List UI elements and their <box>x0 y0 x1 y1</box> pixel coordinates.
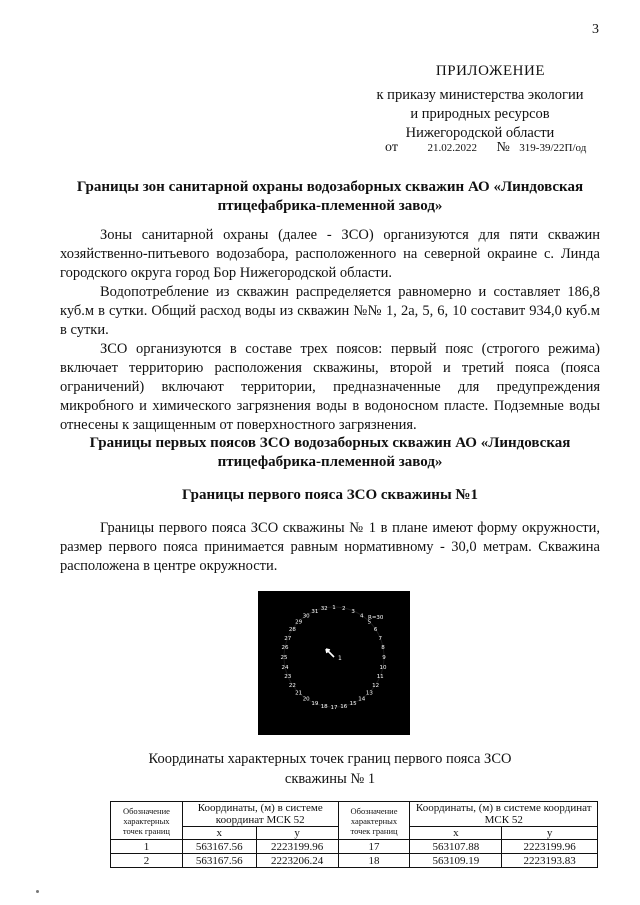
header-coords: Координаты, (м) в системе координат МСК 52 <box>182 802 338 827</box>
well-center-label: 1 <box>338 655 342 662</box>
intro-text <box>60 226 600 435</box>
main-heading-line: птицефабрика-племенной завод» <box>217 198 443 214</box>
table-cell: 17 <box>338 840 410 854</box>
main-heading <box>60 178 600 216</box>
first-belts-heading-line: Границы первых поясов ЗСО водозаборных скважин АО «Линдовская <box>89 435 571 451</box>
table-row <box>111 854 598 868</box>
scan-mark <box>36 890 39 893</box>
table-caption <box>120 749 540 789</box>
from-label: от <box>385 140 398 155</box>
paragraph: ЗСО организуются в составе трех поясов: первый пояс (строгого режима) включает территорию расположения скважины, второй и третий пояса (пояса ограничений) включают территории, предназначенные для предупреждения микробного и химического загрязнения воды в водоносном пласте. Подземные воды отнесены к защищенным от поверхностного загрязнения. <box>60 341 600 433</box>
table-cell: 563167.56 <box>182 854 256 868</box>
boundary-point-label: 9 <box>382 655 386 661</box>
header-y: у <box>502 827 598 840</box>
boundary-point-label: 31 <box>311 608 319 615</box>
header-point: Обозначение характерных точек границ <box>338 802 410 840</box>
boundary-point-label: 5 <box>367 619 372 626</box>
boundary-point-label: 21 <box>295 690 303 697</box>
paragraph: Водопотребление из скважин распределяется равномерно и составляет 186,8 куб.м в сутки. Общий расход воды из скважин №№ 1, 2а, 5, 6, 10 составит 934,0 куб.м в сутки. <box>60 284 600 338</box>
main-heading-line: Границы зон санитарной охраны водозаборных скважин АО «Линдовская <box>76 179 584 195</box>
well1-heading: Границы первого пояса ЗСО скважины №1 <box>182 487 478 503</box>
first-belts-heading-line: птицефабрика-племенной завод» <box>217 454 443 470</box>
boundary-point-label: 12 <box>372 682 380 689</box>
coordinates-table <box>110 801 598 868</box>
first-belts-heading <box>60 434 600 472</box>
boundary-point-label: 23 <box>284 674 292 681</box>
diagram-svg <box>258 591 410 735</box>
table-cell: 2223199.96 <box>502 840 598 854</box>
boundary-point-label: 4 <box>360 613 364 620</box>
header-x: х <box>182 827 256 840</box>
header-x: х <box>410 827 502 840</box>
table-cell: 563109.19 <box>410 854 502 868</box>
table-cell: 18 <box>338 854 410 868</box>
boundary-point-label: 24 <box>281 664 289 671</box>
boundary-point-label: 25 <box>280 655 288 661</box>
order-line <box>385 140 586 156</box>
table-cell: 2223206.24 <box>256 854 338 868</box>
boundary-point-label: 16 <box>340 704 348 710</box>
boundary-point-label: 3 <box>351 608 355 615</box>
boundary-point-label: 7 <box>378 635 382 642</box>
header-y: у <box>256 827 338 840</box>
table-cell: 563107.88 <box>410 840 502 854</box>
table-cell: 563167.56 <box>182 840 256 854</box>
table-cell: 2223193.83 <box>502 854 598 868</box>
appendix-block <box>360 62 600 143</box>
boundary-point-label: 19 <box>311 701 319 708</box>
boundary-point-label: 20 <box>302 696 310 703</box>
order-number: 319-39/22П/од <box>519 142 587 154</box>
table-cell: 2223199.96 <box>256 840 338 854</box>
caption-line: скважины № 1 <box>284 771 376 787</box>
well1-text <box>60 519 600 576</box>
boundary-point-label: 28 <box>288 627 296 634</box>
page-number: 3 <box>592 22 599 37</box>
appendix-title: ПРИЛОЖЕНИЕ <box>435 63 545 79</box>
table-cell: 1 <box>111 840 183 854</box>
header-coords: Координаты, (м) в системе координат МСК 52 <box>410 802 598 827</box>
appendix-line: Нижегородской области <box>405 125 555 141</box>
boundary-point-label: 30 <box>302 613 310 620</box>
boundary-point-label: 26 <box>281 645 289 652</box>
paragraph: Границы первого пояса ЗСО скважины № 1 в плане имеют форму окружности, размер первого пояса принимается равным нормативному - 30,0 метрам. Скважина расположена в центре окружности. <box>60 520 600 574</box>
number-sign: № <box>496 140 510 155</box>
boundary-point-label: 22 <box>288 682 296 689</box>
appendix-line: и природных ресурсов <box>410 106 550 122</box>
boundary-point-label: 2 <box>342 606 346 612</box>
boundary-point-label: 13 <box>365 690 373 697</box>
well-arrow-icon <box>326 649 334 657</box>
boundary-point-label: 17 <box>330 705 338 711</box>
boundary-point-label: 29 <box>295 619 303 626</box>
header-point: Обозначение характерных точек границ <box>111 802 183 840</box>
boundary-point-label: 10 <box>379 664 387 671</box>
boundary-point-label: 14 <box>358 696 366 703</box>
well1-belt-diagram <box>258 591 410 735</box>
table-row <box>111 840 598 854</box>
paragraph: Зоны санитарной охраны (далее - ЗСО) организуются для пяти скважин хозяйственно-питьевого водозабора, расположенного на северной окраине с. Линда городского округа город Бор Нижегородской области. <box>60 227 600 281</box>
boundary-point-label: 32 <box>320 606 328 612</box>
order-date: 21.02.2022 <box>427 142 477 154</box>
boundary-point-label: 18 <box>320 704 328 710</box>
table-cell: 2 <box>111 854 183 868</box>
boundary-point-label: 15 <box>349 701 357 708</box>
boundary-point-label: 6 <box>373 627 378 634</box>
radius-label: R=30 <box>368 615 384 621</box>
caption-line: Координаты характерных точек границ первого пояса ЗСО <box>148 751 512 767</box>
boundary-point-label: 1 <box>332 605 336 611</box>
boundary-point-label: 27 <box>284 635 292 642</box>
boundary-point-label: 8 <box>381 645 385 652</box>
boundary-point-label: 11 <box>376 674 384 681</box>
appendix-line: к приказу министерства экологии <box>376 87 584 103</box>
